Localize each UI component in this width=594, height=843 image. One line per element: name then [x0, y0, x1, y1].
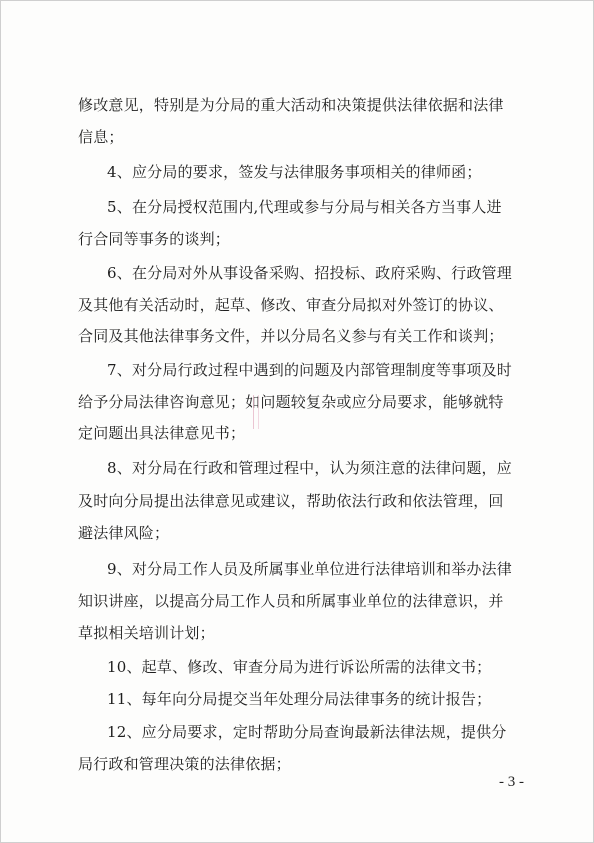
text-line: 定问题出具法律意见书；: [78, 424, 246, 442]
text-line: 草拟相关培训计划；: [78, 624, 215, 642]
text-line: 8、对分局在行政和管理过程中，认为须注意的法律问题，应: [107, 459, 512, 477]
text-line: 4、应分局的要求，签发与法律服务事项相关的律师函；: [107, 163, 482, 181]
page-number: - 3 -: [499, 774, 524, 790]
text-line: 及其他有关活动时，起草、修改、审查分局拟对外签订的协议、: [78, 296, 504, 314]
text-line: 10、起草、修改、审查分局为进行诉讼所需的法律文书；: [107, 658, 492, 676]
text-line: 知识讲座，以提高分局工作人员和所属事业单位的法律意识，并: [78, 592, 504, 610]
text-line: 12、应分局要求，定时帮助分局查询最新法律法规，提供分: [107, 723, 507, 741]
text-line: 信息；: [78, 128, 124, 146]
text-line: 行合同等事务的谈判；: [78, 230, 231, 248]
text-line: 7、对分局行政过程中遇到的问题及内部管理制度等事项及时: [107, 361, 512, 379]
text-line: 修改意见，特别是为分局的重大活动和决策提供法律依据和法律: [78, 96, 504, 114]
text-line: 局行政和管理决策的法律依据；: [78, 755, 291, 773]
text-line: 6、在分局对外从事设备采购、招投标、政府采购、行政管理: [107, 264, 512, 282]
text-line: 避法律风险；: [78, 524, 170, 542]
text-line: 合同及其他法律事务文件，并以分局名义参与有关工作和谈判；: [78, 327, 504, 345]
stamp-trace: [253, 395, 259, 429]
text-line: 11、每年向分局提交当年处理分局法律事务的统计报告；: [107, 690, 492, 708]
text-line: 及时向分局提出法律意见或建议，帮助依法行政和依法管理，回: [78, 492, 504, 510]
text-line: 5、在分局授权范围内,代理或参与分局与相关各方当事人进: [107, 198, 502, 216]
text-line: 给予分局法律咨询意见；如问题较复杂或应分局要求，能够就特: [78, 393, 504, 411]
text-line: 9、对分局工作人员及所属事业单位进行法律培训和举办法律: [107, 560, 512, 578]
